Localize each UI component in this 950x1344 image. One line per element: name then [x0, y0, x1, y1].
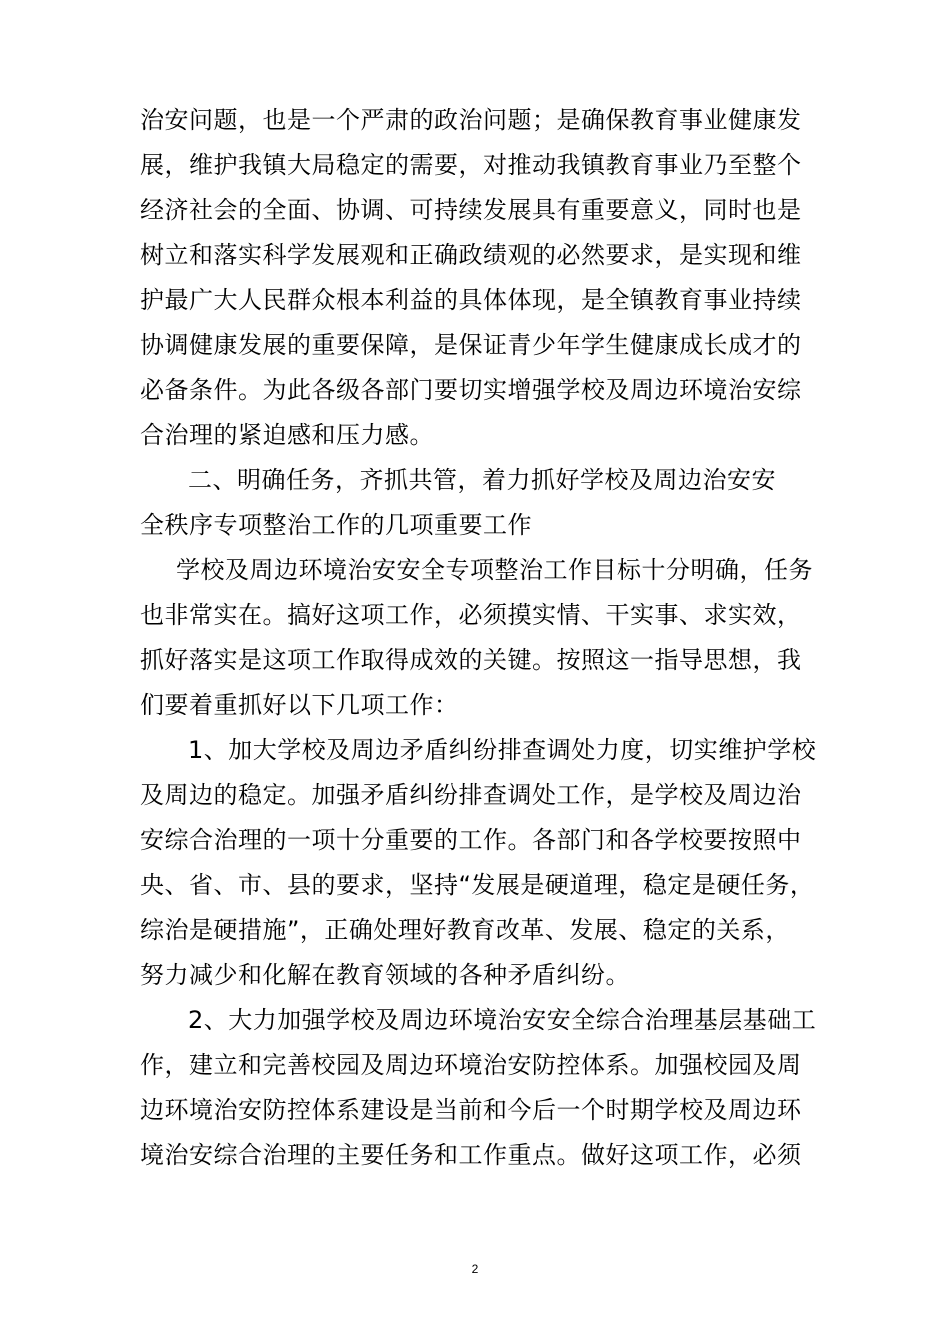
list-item-1-line: 综治是硬措施”，正确处理好教育改革、发展、稳定的关系，	[140, 916, 790, 944]
body-text-line: 也非常实在。搞好这项工作，必须摸实情、干实事、求实效，	[140, 601, 802, 629]
section-heading-line: 二、明确任务，齐抓共管，着力抓好学校及周边治安安	[188, 466, 776, 494]
body-text-line: 治安问题，也是一个严肃的政治问题；是确保教育事业健康发	[140, 106, 802, 134]
list-item-2-line: 作，建立和完善校园及周边环境治安防控体系。加强校园及周	[140, 1051, 802, 1079]
body-text-line: 抓好落实是这项工作取得成效的关键。按照这一指导思想，我	[140, 646, 802, 674]
list-item-1-line: 央、省、市、县的要求，坚持“发展是硬道理，稳定是硬任务，	[140, 871, 815, 899]
body-text-line: 经济社会的全面、协调、可持续发展具有重要意义，同时也是	[140, 196, 802, 224]
body-text-line: 必备条件。为此各级各部门要切实增强学校及周边环境治安综	[140, 376, 802, 404]
body-text-line: 展，维护我镇大局稳定的需要，对推动我镇教育事业乃至整个	[140, 151, 802, 179]
body-text-line: 协调健康发展的重要保障，是保证青少年学生健康成长成才的	[140, 331, 802, 359]
list-item-1-line: 努力减少和化解在教育领域的各种矛盾纠纷。	[140, 961, 630, 989]
section-heading-line: 全秩序专项整治工作的几项重要工作	[140, 511, 532, 539]
body-text-line: 们要着重抓好以下几项工作：	[140, 691, 459, 719]
list-item-1-line: 及周边的稳定。加强矛盾纠纷排查调处工作，是学校及周边治	[140, 781, 802, 809]
list-item-1-line: 1、加大学校及周边矛盾纠纷排查调处力度，切实维护学校	[188, 736, 817, 764]
list-item-2-line: 境治安综合治理的主要任务和工作重点。做好这项工作，必须	[140, 1141, 802, 1169]
page-number: 2	[471, 1262, 479, 1276]
body-text-line: 合治理的紧迫感和压力感。	[140, 421, 434, 449]
body-text-line: 学校及周边环境治安安全专项整治工作目标十分明确，任务	[176, 556, 813, 584]
list-item-2-line: 边环境治安防控体系建设是当前和今后一个时期学校及周边环	[140, 1096, 802, 1124]
list-item-1-line: 安综合治理的一项十分重要的工作。各部门和各学校要按照中	[140, 826, 802, 854]
body-text-line: 护最广大人民群众根本利益的具体体现，是全镇教育事业持续	[140, 286, 802, 314]
list-item-2-line: 2、大力加强学校及周边环境治安安全综合治理基层基础工	[188, 1006, 817, 1034]
body-text-line: 树立和落实科学发展观和正确政绩观的必然要求，是实现和维	[140, 241, 802, 269]
